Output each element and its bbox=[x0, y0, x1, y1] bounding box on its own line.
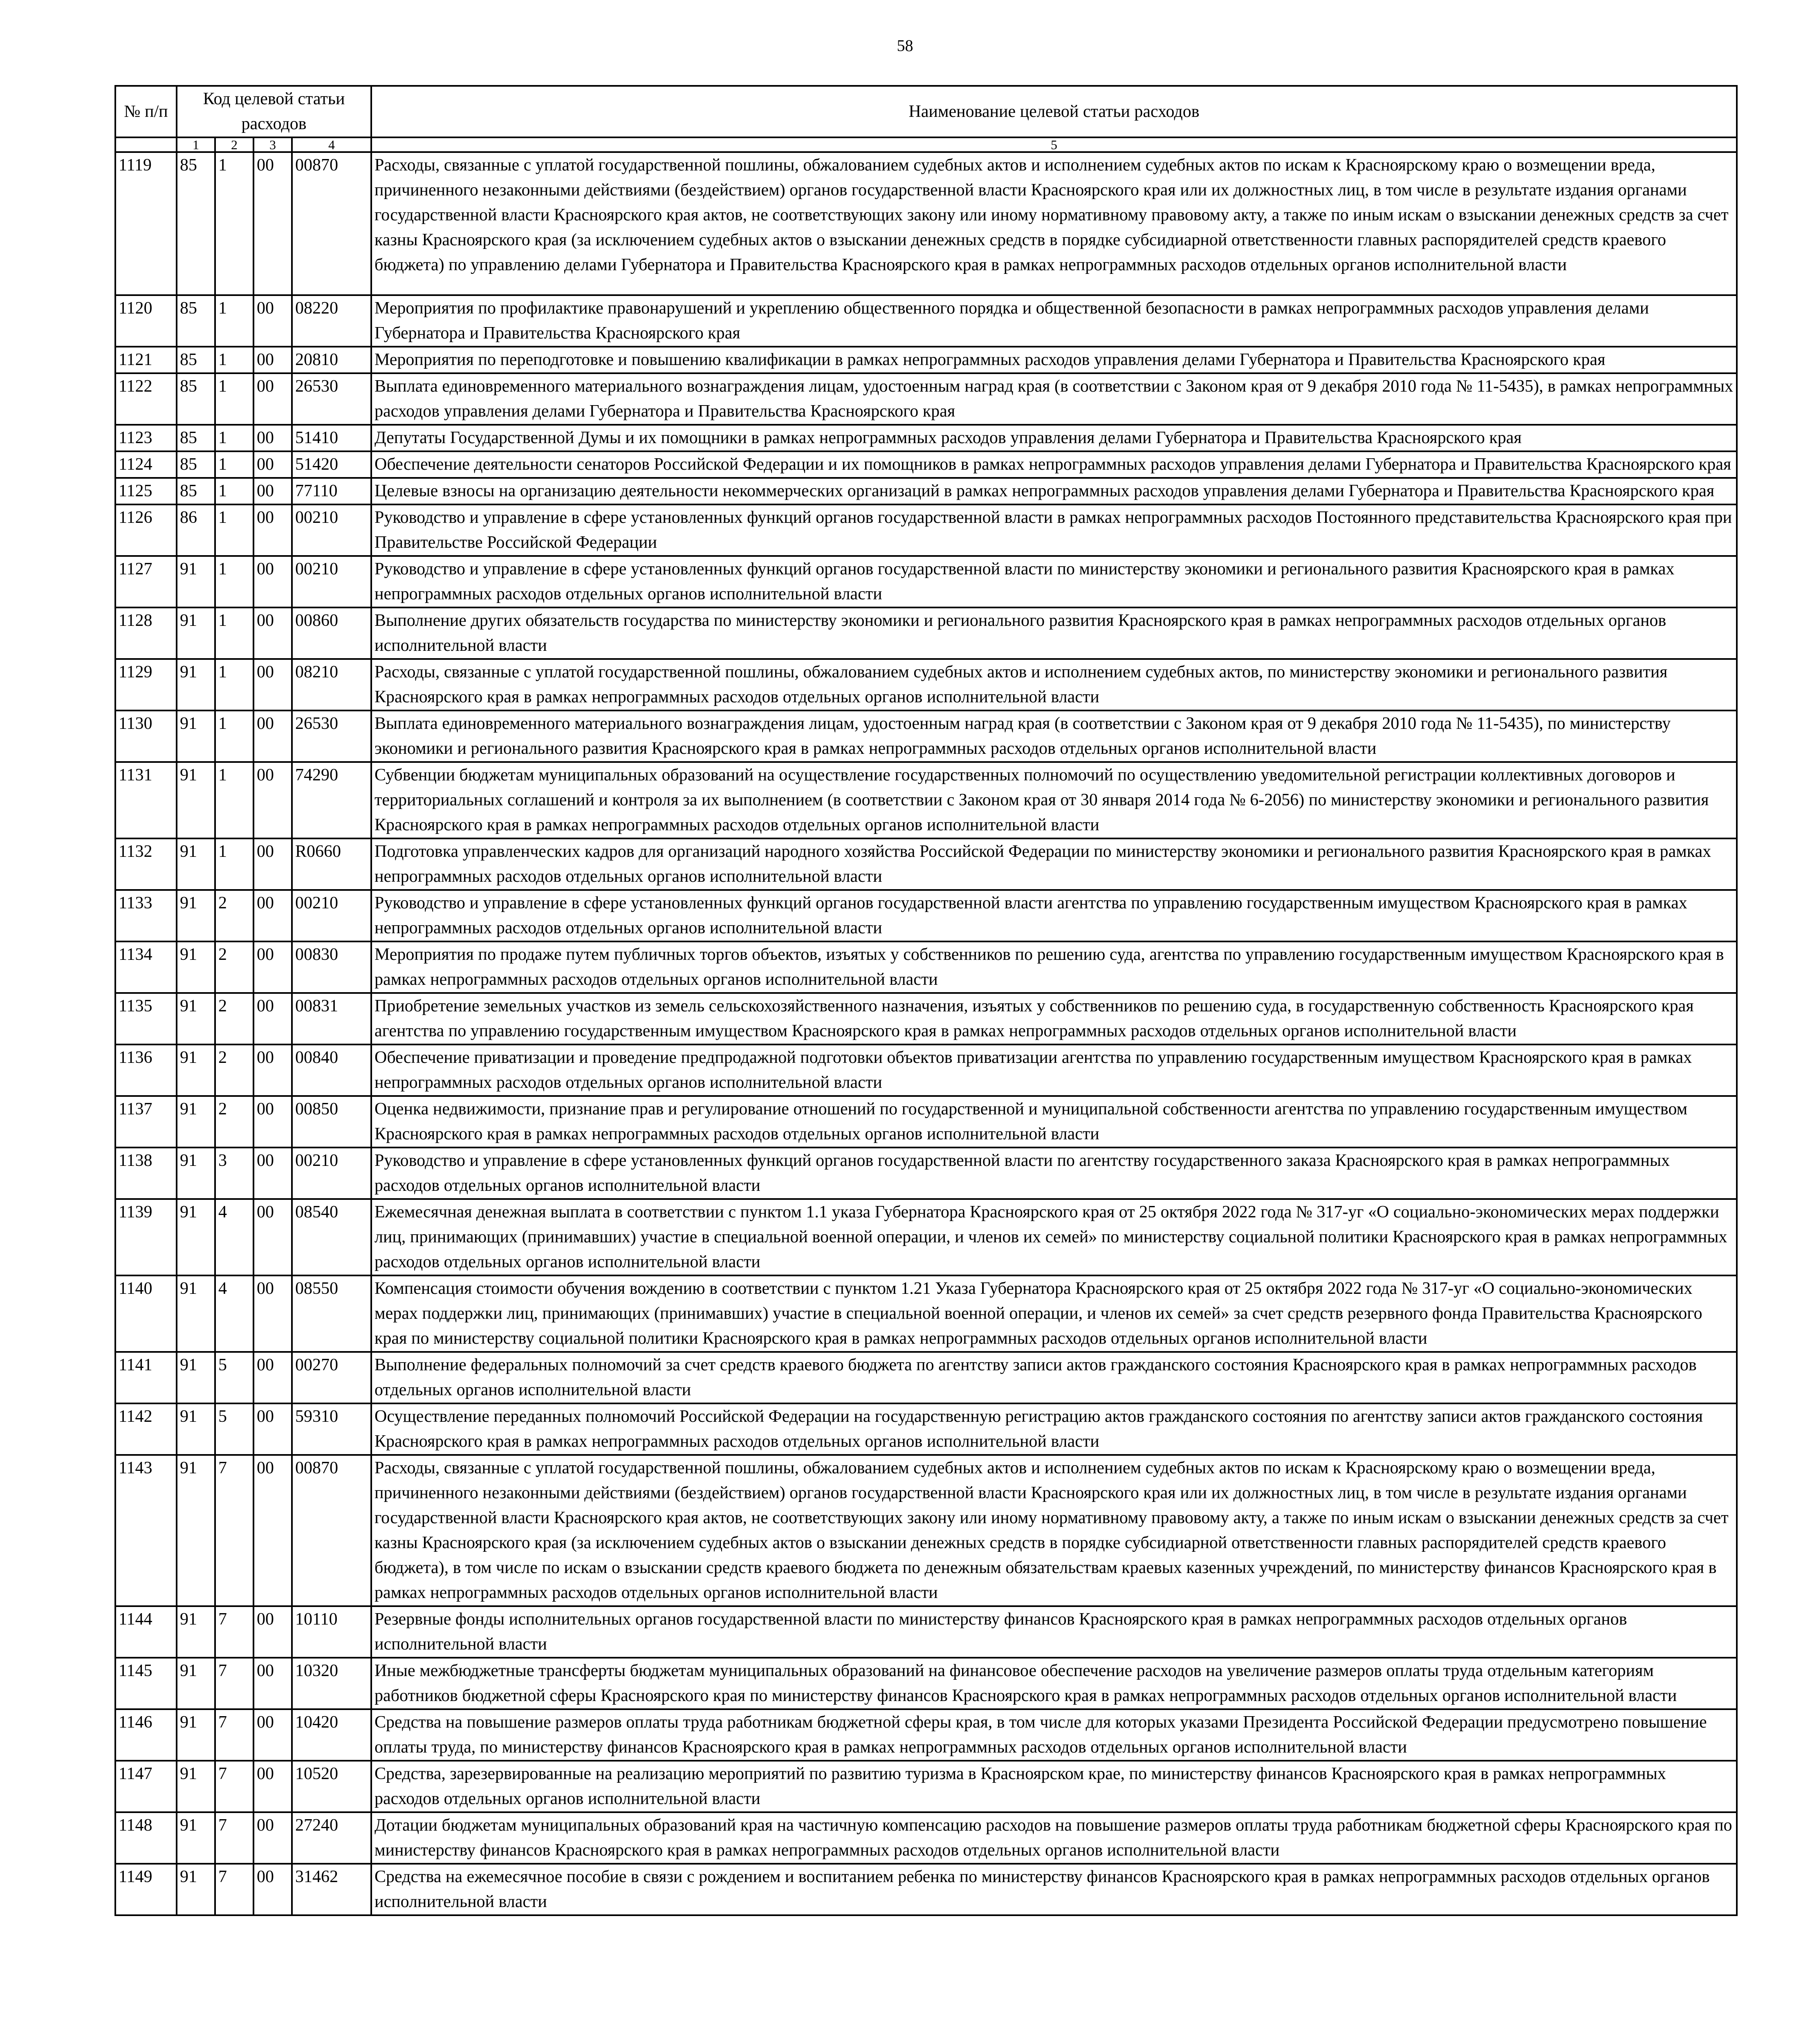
table-row bbox=[115, 478, 1737, 504]
item-name: Депутаты Государственной Думы и их помощники в рамках непрограммных расходов управления делами Губернатора и Правительства Красноярского края bbox=[371, 425, 1737, 451]
code-4: 20810 bbox=[292, 347, 371, 373]
code-3: 00 bbox=[253, 1812, 292, 1864]
code-1: 91 bbox=[177, 1403, 215, 1455]
code-2: 4 bbox=[215, 1275, 253, 1352]
code-4: 00830 bbox=[292, 941, 371, 993]
row-number: 1144 bbox=[115, 1606, 177, 1658]
row-number: 1146 bbox=[115, 1709, 177, 1761]
item-name: Мероприятия по профилактике правонарушений и укреплению общественного порядка и общественной безопасности в рамках непрограммных расходов управления делами Губернатора и Правительства Красноярского края bbox=[371, 295, 1737, 347]
code-3: 00 bbox=[253, 504, 292, 556]
code-2: 1 bbox=[215, 152, 253, 295]
code-4: 59310 bbox=[292, 1403, 371, 1455]
code-1: 91 bbox=[177, 659, 215, 710]
code-1: 91 bbox=[177, 838, 215, 890]
table-row bbox=[115, 1044, 1737, 1096]
code-4: 00870 bbox=[292, 1455, 371, 1606]
item-name: Мероприятия по продаже путем публичных торгов объектов, изъятых у собственников по решению суда, агентства по управлению государственным имуществом Красноярского края в рамках непрограммных расходов отдельных органов исполнительной власти bbox=[371, 941, 1737, 993]
code-4: 00850 bbox=[292, 1096, 371, 1148]
row-number: 1137 bbox=[115, 1096, 177, 1148]
code-1: 85 bbox=[177, 347, 215, 373]
code-4: 26530 bbox=[292, 373, 371, 425]
item-name: Оценка недвижимости, признание прав и регулирование отношений по государственной и муниципальной собственности агентства по управлению государственным имуществом Красноярского края в рамках непрограммных расходов отдельных органов исполнительной власти bbox=[371, 1096, 1737, 1148]
code-2: 1 bbox=[215, 659, 253, 710]
table-row bbox=[115, 504, 1737, 556]
table-row bbox=[115, 556, 1737, 607]
code-2: 2 bbox=[215, 1044, 253, 1096]
code-3: 00 bbox=[253, 295, 292, 347]
item-name: Средства на ежемесячное пособие в связи с рождением и воспитанием ребенка по министерству финансов Красноярского края в рамках непрограммных расходов отдельных органов исполнительной власти bbox=[371, 1864, 1737, 1915]
code-3: 00 bbox=[253, 607, 292, 659]
code-2: 1 bbox=[215, 838, 253, 890]
item-name: Компенсация стоимости обучения вождению в соответствии с пунктом 1.21 Указа Губернатора Красноярского края от 25 октября 2022 года № 317-уг «О социально-экономических мерах поддержки лиц, принимающих (принимавших) участие в специальной военной операции, и членов их семей» за счет средств резервного фонда Правительства Красноярского края по министерству социальной политики Красноярского края в рамках непрограммных расходов отдельных органов исполнительной власти bbox=[371, 1275, 1737, 1352]
code-2: 2 bbox=[215, 941, 253, 993]
code-2: 1 bbox=[215, 710, 253, 762]
code-4: 00210 bbox=[292, 1148, 371, 1199]
code-4: 08210 bbox=[292, 659, 371, 710]
code-2: 1 bbox=[215, 347, 253, 373]
target-items-table bbox=[114, 85, 1738, 1916]
item-name: Обеспечение деятельности сенаторов Российской Федерации и их помощников в рамках непрограммных расходов управления делами Губернатора и Правительства Красноярского края bbox=[371, 451, 1737, 478]
code-2: 2 bbox=[215, 1096, 253, 1148]
code-3: 00 bbox=[253, 659, 292, 710]
row-number: 1128 bbox=[115, 607, 177, 659]
item-name: Резервные фонды исполнительных органов государственной власти по министерству финансов Красноярского края в рамках непрограммных расходов отдельных органов исполнительной власти bbox=[371, 1606, 1737, 1658]
code-3: 00 bbox=[253, 1275, 292, 1352]
code-2: 7 bbox=[215, 1606, 253, 1658]
item-name: Руководство и управление в сфере установленных функций органов государственной власти в рамках непрограммных расходов Постоянного представительства Красноярского края при Правительстве Российской Федерации bbox=[371, 504, 1737, 556]
row-number: 1126 bbox=[115, 504, 177, 556]
row-number: 1122 bbox=[115, 373, 177, 425]
code-4: 00210 bbox=[292, 890, 371, 941]
table-row bbox=[115, 1709, 1737, 1761]
table-row bbox=[115, 710, 1737, 762]
row-number: 1124 bbox=[115, 451, 177, 478]
code-1: 91 bbox=[177, 1606, 215, 1658]
column-number: 4 bbox=[292, 137, 371, 152]
code-4: 10110 bbox=[292, 1606, 371, 1658]
item-name: Субвенции бюджетам муниципальных образований на осуществление государственных полномочий по осуществлению уведомительной регистрации коллективных договоров и территориальных соглашений и контроля за их выполнением (в соответствии с Законом края от 30 января 2014 года № 6-2056) по министерству экономики и регионального развития Красноярского края в рамках непрограммных расходов отдельных органов исполнительной власти bbox=[371, 762, 1737, 838]
table-row bbox=[115, 152, 1737, 295]
code-2: 5 bbox=[215, 1403, 253, 1455]
table-header-row bbox=[115, 86, 1737, 137]
item-name: Выплата единовременного материального вознаграждения лицам, удостоенным наград края (в соответствии с Законом края от 9 декабря 2010 года № 11-5435), в рамках непрограммных расходов управления делами Губернатора и Правительства Красноярского края bbox=[371, 373, 1737, 425]
row-number: 1131 bbox=[115, 762, 177, 838]
code-2: 1 bbox=[215, 425, 253, 451]
code-4: 00870 bbox=[292, 152, 371, 295]
item-name: Средства, зарезервированные на реализацию мероприятий по развитию туризма в Красноярском крае, по министерству финансов Красноярского края в рамках непрограммных расходов отдельных органов исполнительной власти bbox=[371, 1761, 1737, 1812]
item-name: Ежемесячная денежная выплата в соответствии с пунктом 1.1 указа Губернатора Красноярского края от 25 октября 2022 года № 317-уг «О социально-экономических мерах поддержки лиц, принимающих (принимавших) участие в специальной военной операции, и членов их семей» по министерству социальной политики Красноярского края в рамках непрограммных расходов отдельных органов исполнительной власти bbox=[371, 1199, 1737, 1275]
code-1: 85 bbox=[177, 373, 215, 425]
code-4: 26530 bbox=[292, 710, 371, 762]
table-row bbox=[115, 1403, 1737, 1455]
table-row bbox=[115, 607, 1737, 659]
item-name: Руководство и управление в сфере установленных функций органов государственной власти агентства по управлению государственным имуществом Красноярского края в рамках непрограммных расходов отдельных органов исполнительной власти bbox=[371, 890, 1737, 941]
code-4: 08540 bbox=[292, 1199, 371, 1275]
code-1: 91 bbox=[177, 556, 215, 607]
table-row bbox=[115, 1455, 1737, 1606]
item-name: Расходы, связанные с уплатой государственной пошлины, обжалованием судебных актов и исполнением судебных актов, по министерству экономики и регионального развития Красноярского края в рамках непрограммных расходов отдельных органов исполнительной власти bbox=[371, 659, 1737, 710]
table-row bbox=[115, 1864, 1737, 1915]
code-1: 91 bbox=[177, 607, 215, 659]
code-3: 00 bbox=[253, 1455, 292, 1606]
code-1: 91 bbox=[177, 1761, 215, 1812]
code-2: 7 bbox=[215, 1761, 253, 1812]
code-3: 00 bbox=[253, 1709, 292, 1761]
code-2: 1 bbox=[215, 607, 253, 659]
code-3: 00 bbox=[253, 1864, 292, 1915]
row-number: 1138 bbox=[115, 1148, 177, 1199]
code-1: 91 bbox=[177, 1148, 215, 1199]
code-4: 27240 bbox=[292, 1812, 371, 1864]
table-row bbox=[115, 425, 1737, 451]
header-num: № п/п bbox=[115, 86, 177, 137]
column-number-blank bbox=[115, 137, 177, 152]
row-number: 1139 bbox=[115, 1199, 177, 1275]
code-2: 1 bbox=[215, 373, 253, 425]
code-4: 00840 bbox=[292, 1044, 371, 1096]
item-name: Подготовка управленческих кадров для организаций народного хозяйства Российской Федерации по министерству экономики и регионального развития Красноярского края в рамках непрограммных расходов отдельных органов исполнительной власти bbox=[371, 838, 1737, 890]
item-name: Дотации бюджетам муниципальных образований края на частичную компенсацию расходов на повышение размеров оплаты труда работникам бюджетной сферы Красноярского края по министерству финансов Красноярского края в рамках непрограммных расходов отдельных органов исполнительной власти bbox=[371, 1812, 1737, 1864]
code-1: 91 bbox=[177, 710, 215, 762]
code-1: 86 bbox=[177, 504, 215, 556]
row-number: 1123 bbox=[115, 425, 177, 451]
code-2: 1 bbox=[215, 762, 253, 838]
item-name: Мероприятия по переподготовке и повышению квалификации в рамках непрограммных расходов управления делами Губернатора и Правительства Красноярского края bbox=[371, 347, 1737, 373]
code-2: 7 bbox=[215, 1455, 253, 1606]
table-row bbox=[115, 941, 1737, 993]
code-1: 91 bbox=[177, 1455, 215, 1606]
row-number: 1136 bbox=[115, 1044, 177, 1096]
item-name: Руководство и управление в сфере установленных функций органов государственной власти по министерству экономики и регионального развития Красноярского края в рамках непрограммных расходов отдельных органов исполнительной власти bbox=[371, 556, 1737, 607]
table-row bbox=[115, 659, 1737, 710]
row-number: 1130 bbox=[115, 710, 177, 762]
code-1: 85 bbox=[177, 451, 215, 478]
code-1: 91 bbox=[177, 1709, 215, 1761]
code-2: 3 bbox=[215, 1148, 253, 1199]
header-name: Наименование целевой статьи расходов bbox=[371, 86, 1737, 137]
code-4: 77110 bbox=[292, 478, 371, 504]
row-number: 1127 bbox=[115, 556, 177, 607]
page-number: 58 bbox=[897, 36, 913, 55]
table-row bbox=[115, 993, 1737, 1044]
row-number: 1135 bbox=[115, 993, 177, 1044]
item-name: Выплата единовременного материального вознаграждения лицам, удостоенным наград края (в соответствии с Законом края от 9 декабря 2010 года № 11-5435), по министерству экономики и регионального развития Красноярского края в рамках непрограммных расходов отдельных органов исполнительной власти bbox=[371, 710, 1737, 762]
item-name: Руководство и управление в сфере установленных функций органов государственной власти по агентству государственного заказа Красноярского края в рамках непрограммных расходов отдельных органов исполнительной власти bbox=[371, 1148, 1737, 1199]
code-4: 08220 bbox=[292, 295, 371, 347]
header-code-group: Код целевой статьи расходов bbox=[177, 86, 371, 137]
code-1: 91 bbox=[177, 1275, 215, 1352]
code-3: 00 bbox=[253, 451, 292, 478]
table-body bbox=[115, 152, 1737, 1915]
table-row bbox=[115, 1275, 1737, 1352]
code-3: 00 bbox=[253, 347, 292, 373]
code-2: 5 bbox=[215, 1352, 253, 1403]
row-number: 1143 bbox=[115, 1455, 177, 1606]
table-row bbox=[115, 762, 1737, 838]
column-number: 2 bbox=[215, 137, 253, 152]
code-2: 7 bbox=[215, 1709, 253, 1761]
item-name: Расходы, связанные с уплатой государственной пошлины, обжалованием судебных актов и исполнением судебных актов по искам к Красноярскому краю о возмещении вреда, причиненного незаконными действиями (бездействием) органов государственной власти Красноярского края или их должностных лиц, в том числе в результате издания органами государственной власти Красноярского края актов, не соответствующих закону или иному нормативному правовому акту, а также по иным искам о взыскании денежных средств за счет казны Красноярского края (за исключением судебных актов о взыскании денежных средств в порядке субсидиарной ответственности главных распорядителей средств краевого бюджета), в том числе по искам о взыскании средств краевого бюджета по денежным обязательствам краевых казенных учреждений, по министерству финансов Красноярского края в рамках непрограммных расходов отдельных органов исполнительной власти bbox=[371, 1455, 1737, 1606]
code-3: 00 bbox=[253, 838, 292, 890]
code-1: 91 bbox=[177, 1096, 215, 1148]
item-name: Иные межбюджетные трансферты бюджетам муниципальных образований на финансовое обеспечение расходов на увеличение размеров оплаты труда отдельным категориям работников бюджетной сферы Красноярского края по министерству финансов Красноярского края в рамках непрограммных расходов отдельных органов исполнительной власти bbox=[371, 1658, 1737, 1709]
item-name: Приобретение земельных участков из земель сельскохозяйственного назначения, изъятых у собственников по решению суда, в государственную собственность Красноярского края агентства по управлению государственным имуществом Красноярского края в рамках непрограммных расходов отдельных органов исполнительной власти bbox=[371, 993, 1737, 1044]
row-number: 1133 bbox=[115, 890, 177, 941]
item-name: Обеспечение приватизации и проведение предпродажной подготовки объектов приватизации агентства по управлению государственным имуществом Красноярского края в рамках непрограммных расходов отдельных органов исполнительной власти bbox=[371, 1044, 1737, 1096]
column-number-row bbox=[115, 137, 1737, 152]
row-number: 1132 bbox=[115, 838, 177, 890]
item-name: Выполнение других обязательств государства по министерству экономики и регионального развития Красноярского края в рамках непрограммных расходов отдельных органов исполнительной власти bbox=[371, 607, 1737, 659]
row-number: 1140 bbox=[115, 1275, 177, 1352]
code-4: 00210 bbox=[292, 504, 371, 556]
row-number: 1148 bbox=[115, 1812, 177, 1864]
code-4: 08550 bbox=[292, 1275, 371, 1352]
code-3: 00 bbox=[253, 373, 292, 425]
table-row bbox=[115, 1096, 1737, 1148]
row-number: 1121 bbox=[115, 347, 177, 373]
table-row bbox=[115, 1658, 1737, 1709]
code-2: 1 bbox=[215, 556, 253, 607]
code-3: 00 bbox=[253, 710, 292, 762]
code-2: 2 bbox=[215, 890, 253, 941]
code-4: 10320 bbox=[292, 1658, 371, 1709]
code-3: 00 bbox=[253, 762, 292, 838]
code-3: 00 bbox=[253, 941, 292, 993]
code-4: 00831 bbox=[292, 993, 371, 1044]
code-1: 91 bbox=[177, 1864, 215, 1915]
code-1: 85 bbox=[177, 425, 215, 451]
code-3: 00 bbox=[253, 993, 292, 1044]
code-2: 7 bbox=[215, 1658, 253, 1709]
code-3: 00 bbox=[253, 478, 292, 504]
item-name: Осуществление переданных полномочий Российской Федерации на государственную регистрацию актов гражданского состояния по агентству записи актов гражданского состояния Красноярского края в рамках непрограммных расходов отдельных органов исполнительной власти bbox=[371, 1403, 1737, 1455]
code-4: 00270 bbox=[292, 1352, 371, 1403]
code-2: 1 bbox=[215, 295, 253, 347]
column-number: 1 bbox=[177, 137, 215, 152]
row-number: 1147 bbox=[115, 1761, 177, 1812]
code-3: 00 bbox=[253, 152, 292, 295]
table-row bbox=[115, 295, 1737, 347]
code-4: 10520 bbox=[292, 1761, 371, 1812]
code-1: 91 bbox=[177, 941, 215, 993]
table-row bbox=[115, 451, 1737, 478]
row-number: 1142 bbox=[115, 1403, 177, 1455]
code-3: 00 bbox=[253, 1761, 292, 1812]
table-row bbox=[115, 838, 1737, 890]
code-2: 1 bbox=[215, 478, 253, 504]
code-3: 00 bbox=[253, 1044, 292, 1096]
table-row bbox=[115, 1761, 1737, 1812]
table-row bbox=[115, 890, 1737, 941]
code-4: 00860 bbox=[292, 607, 371, 659]
code-1: 91 bbox=[177, 1658, 215, 1709]
column-number: 3 bbox=[253, 137, 292, 152]
code-2: 2 bbox=[215, 993, 253, 1044]
table-row bbox=[115, 1148, 1737, 1199]
code-1: 85 bbox=[177, 152, 215, 295]
row-number: 1141 bbox=[115, 1352, 177, 1403]
table-row bbox=[115, 1812, 1737, 1864]
code-4: 51410 bbox=[292, 425, 371, 451]
code-1: 91 bbox=[177, 1812, 215, 1864]
row-number: 1120 bbox=[115, 295, 177, 347]
code-3: 00 bbox=[253, 1199, 292, 1275]
item-name: Выполнение федеральных полномочий за счет средств краевого бюджета по агентству записи актов гражданского состояния Красноярского края в рамках непрограммных расходов отдельных органов исполнительной власти bbox=[371, 1352, 1737, 1403]
item-name: Целевые взносы на организацию деятельности некоммерческих организаций в рамках непрограммных расходов управления делами Губернатора и Правительства Красноярского края bbox=[371, 478, 1737, 504]
code-2: 1 bbox=[215, 504, 253, 556]
code-1: 91 bbox=[177, 1199, 215, 1275]
table-row bbox=[115, 1606, 1737, 1658]
code-3: 00 bbox=[253, 1096, 292, 1148]
code-1: 91 bbox=[177, 762, 215, 838]
item-name: Средства на повышение размеров оплаты труда работникам бюджетной сферы края, в том числе для которых указами Президента Российской Федерации предусмотрено повышение оплаты труда, по министерству финансов Красноярского края в рамках непрограммных расходов отдельных органов исполнительной власти bbox=[371, 1709, 1737, 1761]
table-row bbox=[115, 347, 1737, 373]
row-number: 1134 bbox=[115, 941, 177, 993]
row-number: 1119 bbox=[115, 152, 177, 295]
code-2: 7 bbox=[215, 1812, 253, 1864]
code-1: 91 bbox=[177, 993, 215, 1044]
code-3: 00 bbox=[253, 425, 292, 451]
code-2: 1 bbox=[215, 451, 253, 478]
code-1: 91 bbox=[177, 1352, 215, 1403]
code-4: 74290 bbox=[292, 762, 371, 838]
table-row bbox=[115, 373, 1737, 425]
code-2: 4 bbox=[215, 1199, 253, 1275]
row-number: 1145 bbox=[115, 1658, 177, 1709]
code-4: 00210 bbox=[292, 556, 371, 607]
code-1: 91 bbox=[177, 890, 215, 941]
code-3: 00 bbox=[253, 1403, 292, 1455]
code-3: 00 bbox=[253, 1148, 292, 1199]
row-number: 1125 bbox=[115, 478, 177, 504]
row-number: 1129 bbox=[115, 659, 177, 710]
code-3: 00 bbox=[253, 556, 292, 607]
code-3: 00 bbox=[253, 1352, 292, 1403]
code-3: 00 bbox=[253, 1658, 292, 1709]
item-name: Расходы, связанные с уплатой государственной пошлины, обжалованием судебных актов и исполнением судебных актов по искам к Красноярскому краю о возмещении вреда, причиненного незаконными действиями (бездействием) органов государственной власти Красноярского края или их должностных лиц, в том числе в результате издания органами государственной власти Красноярского края актов, не соответствующих закону или иному нормативному правовому акту, а также по иным искам о взыскании денежных средств за счет казны Красноярского края (за исключением судебных актов о взыскании денежных средств в порядке субсидиарной ответственности главных распорядителей средств краевого бюджета) по управлению делами Губернатора и Правительства Красноярского края в рамках непрограммных расходов отдельных органов исполнительной власти bbox=[371, 152, 1737, 295]
code-1: 85 bbox=[177, 478, 215, 504]
row-number: 1149 bbox=[115, 1864, 177, 1915]
code-4: 51420 bbox=[292, 451, 371, 478]
code-3: 00 bbox=[253, 1606, 292, 1658]
table-row bbox=[115, 1199, 1737, 1275]
code-4: 31462 bbox=[292, 1864, 371, 1915]
code-1: 85 bbox=[177, 295, 215, 347]
code-1: 91 bbox=[177, 1044, 215, 1096]
column-number: 5 bbox=[371, 137, 1737, 152]
code-4: R0660 bbox=[292, 838, 371, 890]
code-2: 7 bbox=[215, 1864, 253, 1915]
code-3: 00 bbox=[253, 890, 292, 941]
table-row bbox=[115, 1352, 1737, 1403]
code-4: 10420 bbox=[292, 1709, 371, 1761]
